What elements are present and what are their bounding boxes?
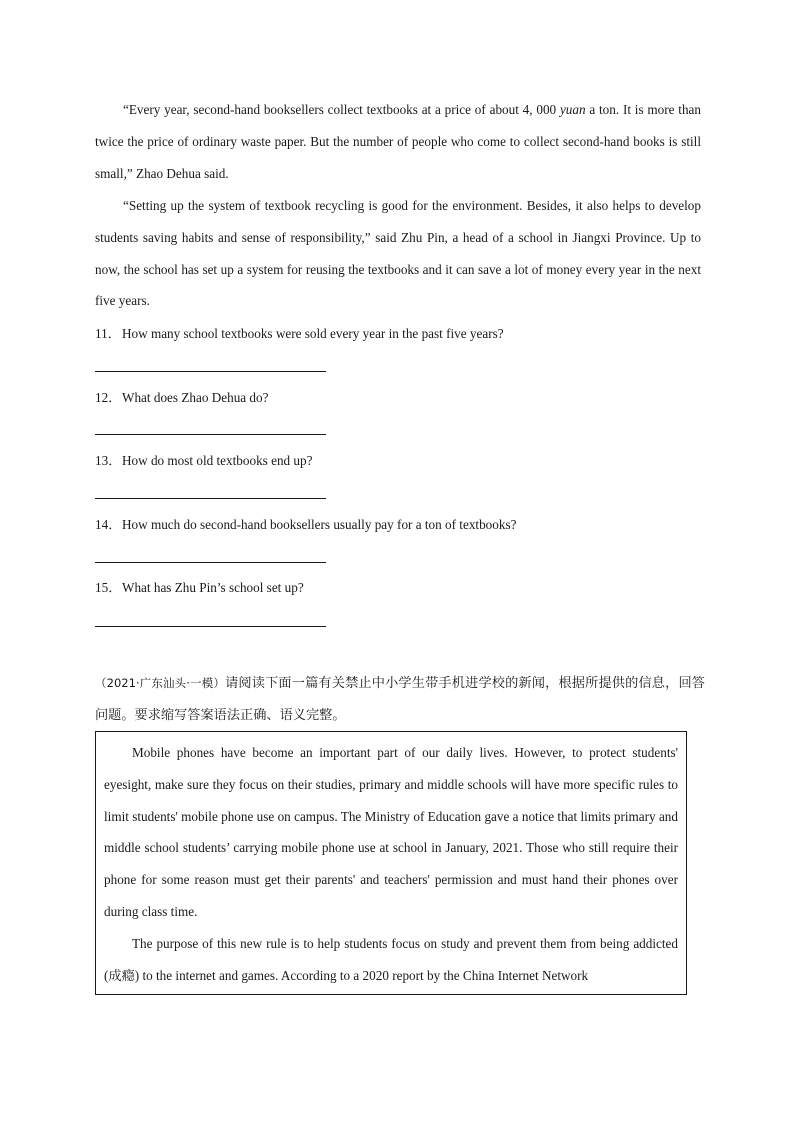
- answer-line-15[interactable]: [95, 626, 326, 627]
- question-number: 12．: [95, 390, 122, 405]
- question-15: [95, 578, 701, 598]
- box-paragraph-2: The purpose of this new rule is to help students focus on study and prevent them from being addicted (成瘾) to the internet and games. According to a 2020 report by the China Internet Network: [104, 935, 678, 983]
- para1-post: a ton. It is more than twice the price of ordinary waste paper. But the number of people who come to collect second-hand books is still small,” Zhao Dehua said.: [95, 102, 701, 181]
- para1-pre: “Every year, second-hand booksellers collect textbooks at a price of about 4, 000: [123, 102, 560, 117]
- passage-paragraph-1: [95, 94, 701, 189]
- answer-line-11[interactable]: [95, 371, 326, 372]
- question-text: What has Zhu Pin’s school set up?: [122, 580, 304, 595]
- question-text: How much do second-hand booksellers usually pay for a ton of textbooks?: [122, 517, 517, 532]
- question-13: [95, 451, 701, 471]
- answer-line-12[interactable]: [95, 434, 326, 435]
- box-paragraph-1: Mobile phones have become an important part of our daily lives. However, to protect students' eyesight, make sure they focus on their studies, primary and middle schools will have more specific rules to limit students' mobile phone use on campus. The Ministry of Education gave a notice that limits primary and middle school students’ carrying mobile phone use at school in January, 2021. Those who still require their phone for some reason must get their parents' and teachers' permission and must hand their phones over during class time.: [104, 745, 678, 919]
- question-number: 15．: [95, 580, 122, 595]
- question-text: How do most old textbooks end up?: [122, 453, 313, 468]
- question-text: How many school textbooks were sold every year in the past five years?: [122, 326, 504, 341]
- passage-box: [95, 731, 687, 995]
- instruction-text: 请阅读下面一篇有关禁止中小学生带手机进学校的新闻，根据所提供的信息，回答问题。要求缩写答案语法正确、语义完整。: [95, 676, 705, 723]
- question-number: 11．: [95, 326, 121, 341]
- passage-paragraph-2: “Setting up the system of textbook recycling is good for the environment. Besides, it also helps to develop students saving habits and sense of responsibility,” said Zhu Pin, a head of a school in Jiangxi Province. Up to now, the school has set up a system for reusing the textbooks and it can save a lot of money every year in the next five years.: [95, 198, 701, 309]
- answer-line-13[interactable]: [95, 498, 326, 499]
- question-text: What does Zhao Dehua do?: [122, 390, 269, 405]
- question-number: 14．: [95, 517, 122, 532]
- question-number: 13．: [95, 453, 122, 468]
- para1-italic-yuan: yuan: [559, 102, 586, 117]
- section-intro: [95, 668, 705, 732]
- question-11: [95, 324, 701, 344]
- question-12: [95, 388, 701, 408]
- answer-line-14[interactable]: [95, 562, 326, 563]
- source-tag: （2021·广东汕头·一模）: [95, 676, 226, 690]
- question-14: [95, 515, 701, 535]
